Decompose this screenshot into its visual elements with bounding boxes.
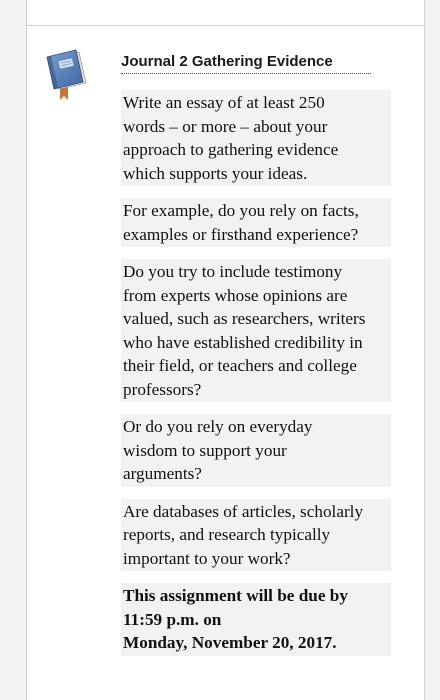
description-paragraph: Do you try to include testimony from experts whose opinions are valued, such as researchers, writers who have established credibility in their field, or teachers and college professors?: [121, 259, 391, 402]
description-paragraph: Write an essay of at least 250 words – or more – about your approach to gathering evidence which supports your ideas.: [121, 90, 391, 186]
journal-description: [121, 90, 391, 668]
description-paragraph: For example, do you rely on facts, examples or firsthand experience?: [121, 198, 391, 247]
journal-title[interactable]: Journal 2 Gathering Evidence: [121, 53, 371, 74]
journal-book-icon: [43, 47, 89, 101]
divider: [27, 25, 424, 26]
journal-card: [26, 0, 425, 700]
description-paragraph: Or do you rely on everyday wisdom to support your arguments?: [121, 414, 391, 487]
due-date-notice: This assignment will be due by 11:59 p.m. on Monday, November 20, 2017.: [121, 583, 391, 656]
description-paragraph: Are databases of articles, scholarly reports, and research typically important to your work?: [121, 499, 391, 572]
